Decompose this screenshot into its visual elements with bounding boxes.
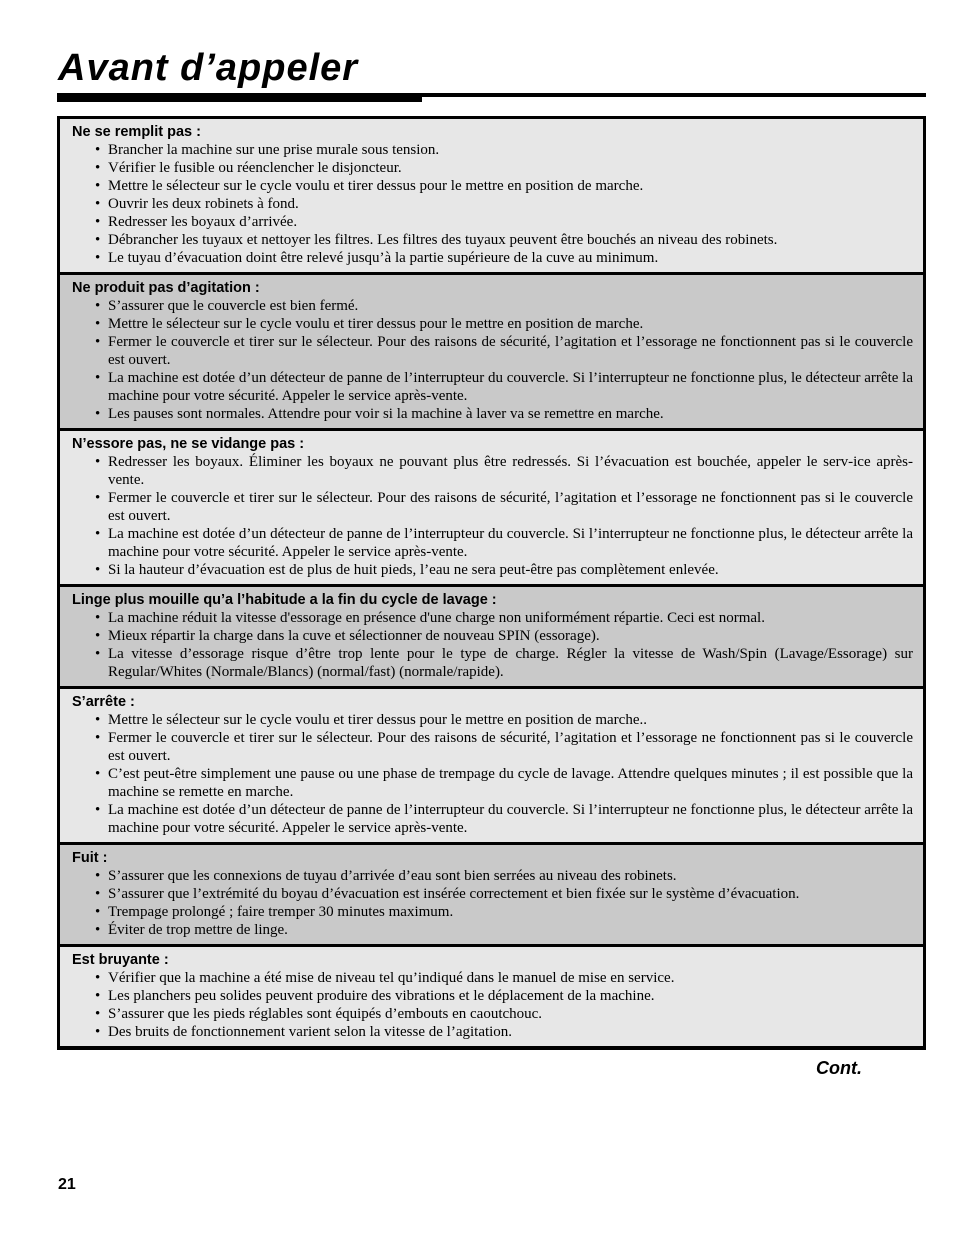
bullet-icon: •	[95, 370, 101, 386]
bullet-item	[95, 405, 915, 423]
section-ne-se-remplit-pas	[60, 119, 923, 275]
bullet-icon: •	[95, 526, 101, 542]
bullet-text: S’assurer que les connexions de tuyau d’arrivée d’eau sont bien serrées au niveau des robinets.	[108, 868, 677, 884]
bullet-text: Les planchers peu solides peuvent produire des vibrations et le déplacement de la machine.	[108, 988, 655, 1004]
bullet-text: Si la hauteur d’évacuation est de plus de huit pieds, l’eau ne sera peut-être pas complètement enlevée.	[108, 562, 719, 578]
bullet-text: Brancher la machine sur une prise murale sous tension.	[108, 142, 440, 158]
bullet-text: La machine réduit la vitesse d'essorage en présence d'une charge non uniformément répartie. Ceci est normal.	[108, 610, 765, 626]
bullet-item	[95, 711, 915, 729]
bullet-icon: •	[95, 250, 101, 266]
bullet-icon: •	[95, 610, 101, 626]
bullet-text: La machine est dotée d’un détecteur de panne de l’interrupteur du couvercle. Si l’interrupteur ne fonctionne plus, le détecteur arrête la machine pour votre sécurité. Appeler le service après-vente.	[108, 526, 913, 560]
bullet-text: S’assurer que le couvercle est bien fermé.	[108, 298, 359, 314]
troubleshooting-panel	[57, 116, 926, 1050]
bullet-item	[95, 453, 915, 489]
bullet-text: Débrancher les tuyaux et nettoyer les filtres. Les filtres des tuyaux peuvent être bouchés an niveau des robinets.	[108, 232, 778, 248]
bullet-icon: •	[95, 232, 101, 248]
bullet-item	[95, 969, 915, 987]
section-s-arrete	[60, 689, 923, 845]
bullet-icon: •	[95, 922, 101, 938]
bullet-icon: •	[95, 904, 101, 920]
bullet-icon: •	[95, 214, 101, 230]
bullet-item	[95, 645, 915, 681]
bullet-text: La machine est dotée d’un détecteur de panne de l’interrupteur du couvercle. Si l’interrupteur ne fonctionne plus, le détecteur arrête la machine pour votre sécurité. Appeler le service après-vente.	[108, 370, 913, 404]
bullet-icon: •	[95, 142, 101, 158]
section-linge-plus-mouille	[60, 587, 923, 689]
bullet-text: Mettre le sélecteur sur le cycle voulu et tirer dessus pour le mettre en position de marche..	[108, 712, 647, 728]
bullet-icon: •	[95, 886, 101, 902]
bullet-text: C’est peut-être simplement une pause ou une phase de trempage du cycle de lavage. Attendre quelques minutes ; il est possible que la machine se remette en marche.	[108, 766, 913, 800]
bullet-item	[95, 765, 915, 801]
bullet-item	[95, 297, 915, 315]
bullet-item	[95, 159, 915, 177]
bullet-icon: •	[95, 970, 101, 986]
bullet-icon: •	[95, 712, 101, 728]
bullet-icon: •	[95, 730, 101, 746]
bullet-item	[95, 489, 915, 525]
bullet-item	[95, 333, 915, 369]
bullet-text: Éviter de trop mettre de linge.	[108, 922, 288, 938]
bullet-text: La machine est dotée d’un détecteur de panne de l’interrupteur du couvercle. Si l’interrupteur ne fonctionne plus, le détecteur arrête la machine pour votre sécurité. Appeler le service après-vente.	[108, 802, 913, 836]
bullet-item	[95, 231, 915, 249]
bullet-icon: •	[95, 454, 101, 470]
section-heading: Est bruyante :	[72, 952, 169, 968]
bullet-item	[95, 867, 915, 885]
bullet-item	[95, 525, 915, 561]
bullet-item	[95, 921, 915, 939]
bullet-text: Mettre le sélecteur sur le cycle voulu et tirer dessus pour le mettre en position de marche.	[108, 316, 644, 332]
bullet-item	[95, 315, 915, 333]
bullet-item	[95, 885, 915, 903]
section-essore-vidange-pas	[60, 431, 923, 587]
bullet-item	[95, 987, 915, 1005]
bullet-item	[95, 213, 915, 231]
bullet-icon: •	[95, 1024, 101, 1040]
bullet-icon: •	[95, 628, 101, 644]
bullet-text: Les pauses sont normales. Attendre pour voir si la machine à laver va se remettre en marche.	[108, 406, 664, 422]
bullet-icon: •	[95, 1006, 101, 1022]
bullet-icon: •	[95, 316, 101, 332]
bullet-text: Fermer le couvercle et tirer sur le sélecteur. Pour des raisons de sécurité, l’agitation et l’essorage ne fonctionnent pas si le couvercle est ouvert.	[108, 490, 913, 524]
title-underline-thick	[57, 93, 422, 102]
section-fuit	[60, 845, 923, 947]
bullet-text: Des bruits de fonctionnement varient selon la vitesse de l’agitation.	[108, 1024, 513, 1040]
bullet-text: Fermer le couvercle et tirer sur le sélecteur. Pour des raisons de sécurité, l’agitation et l’essorage ne fonctionnent pas si le couvercle est ouvert.	[108, 334, 913, 368]
bullet-icon: •	[95, 646, 101, 662]
bullet-item	[95, 609, 915, 627]
section-heading: N’essore pas, ne se vidange pas :	[72, 436, 305, 452]
bullet-icon: •	[95, 298, 101, 314]
bullet-item	[95, 141, 915, 159]
bullet-icon: •	[95, 178, 101, 194]
section-ne-produit-pas-agitation	[60, 275, 923, 431]
bullet-text: S’assurer que les pieds réglables sont équipés d’embouts en caoutchouc.	[108, 1006, 543, 1022]
bullet-icon: •	[95, 490, 101, 506]
section-heading: S’arrête :	[72, 694, 135, 710]
bullet-icon: •	[95, 988, 101, 1004]
section-est-bruyante	[60, 947, 923, 1046]
bullet-item	[95, 903, 915, 921]
bullet-icon: •	[95, 196, 101, 212]
bullet-icon: •	[95, 802, 101, 818]
bullet-text: Ouvrir les deux robinets à fond.	[108, 196, 299, 212]
bullet-item	[95, 249, 915, 267]
bullet-text: Fermer le couvercle et tirer sur le sélecteur. Pour des raisons de sécurité, l’agitation et l’essorage ne fonctionnent pas si le couvercle est ouvert.	[108, 730, 913, 764]
bullet-text: S’assurer que l’extrémité du boyau d’évacuation est insérée correctement et bien fixée sur le système d’évacuation.	[108, 886, 800, 902]
bullet-text: Redresser les boyaux d’arrivée.	[108, 214, 298, 230]
bullet-icon: •	[95, 334, 101, 350]
bullet-text: Le tuyau d’évacuation doint être relevé jusqu’à la partie supérieure de la cuve au minimum.	[108, 250, 659, 266]
bullet-icon: •	[95, 868, 101, 884]
section-heading: Linge plus mouille qu’a l’habitude a la fin du cycle de lavage :	[72, 592, 497, 608]
bullet-item	[95, 561, 915, 579]
bullet-icon: •	[95, 160, 101, 176]
bullet-text: Vérifier que la machine a été mise de niveau tel qu’indiqué dans le manuel de mise en service.	[108, 970, 675, 986]
bullet-text: Mieux répartir la charge dans la cuve et sélectionner de nouveau SPIN (essorage).	[108, 628, 600, 644]
bullet-item	[95, 369, 915, 405]
bullet-item	[95, 195, 915, 213]
bullet-text: Mettre le sélecteur sur le cycle voulu et tirer dessus pour le mettre en position de marche.	[108, 178, 644, 194]
bullet-text: La vitesse d’essorage risque d’être trop lente pour le type de charge. Régler la vitesse de Wash/Spin (Lavage/Essorage) sur Regular/Whites (Normale/Blancs) (normal/fast) (normale/rapide).	[108, 646, 913, 680]
bullet-item	[95, 729, 915, 765]
section-heading: Ne se remplit pas :	[72, 124, 201, 140]
page-number: 21	[58, 1176, 76, 1193]
page-title: Avant d’appeler	[58, 47, 359, 89]
bullet-icon: •	[95, 766, 101, 782]
bullet-item	[95, 1005, 915, 1023]
bullet-item	[95, 177, 915, 195]
bullet-text: Vérifier le fusible ou réenclencher le disjoncteur.	[108, 160, 402, 176]
bullet-item	[95, 627, 915, 645]
bullet-text: Trempage prolongé ; faire tremper 30 minutes maximum.	[108, 904, 454, 920]
bullet-text: Redresser les boyaux. Éliminer les boyaux ne pouvant plus être redressés. Si l’évacuation est bouchée, appeler le serv-ice après-vente.	[108, 454, 913, 488]
section-heading: Ne produit pas d’agitation :	[72, 280, 260, 296]
bullet-icon: •	[95, 562, 101, 578]
section-heading: Fuit :	[72, 850, 108, 866]
bullet-item	[95, 1023, 915, 1041]
continuation-label: Cont.	[816, 1058, 862, 1078]
bullet-icon: •	[95, 406, 101, 422]
title-underline-thin	[422, 93, 926, 97]
bullet-item	[95, 801, 915, 837]
